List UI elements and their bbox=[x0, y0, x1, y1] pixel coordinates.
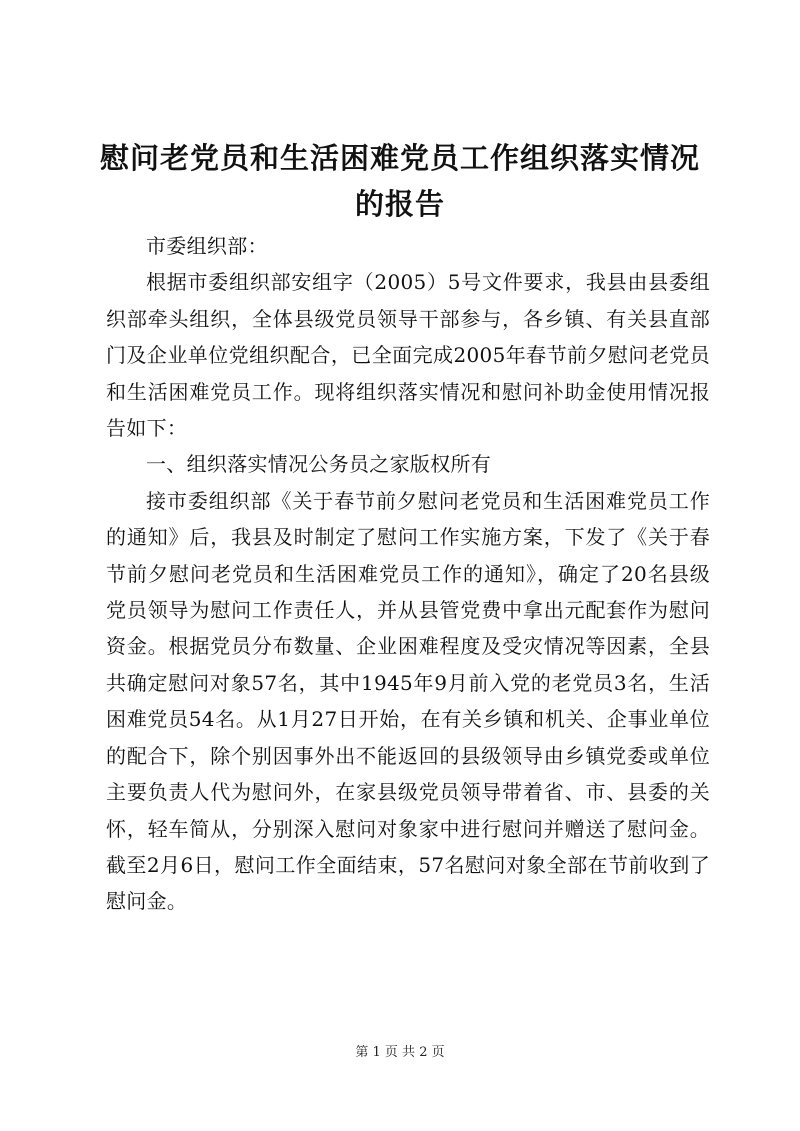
salutation: 市委组织部： bbox=[146, 234, 268, 258]
section-heading: 一、组织落实情况公务员之家版权所有 bbox=[146, 452, 492, 477]
document-body bbox=[106, 228, 710, 920]
page-footer: 第 1 页 共 2 页 bbox=[355, 1045, 445, 1060]
title-line-2: 的报告 bbox=[354, 187, 445, 221]
paragraph-details: 接市委组织部《关于春节前夕慰问老党员和生活困难党员工作的通知》后，我县及时制定了慰问工作实施方案，下发了《关于春节前夕慰问老党员和生活困难党员工作的通知》，确定了20名县级党员领导为慰问工作责任人，并从县管党费中拿出元配套作为慰问资金。根据党员分布数量、企业困难程度及受灾情况等因素，全县共确定慰问对象57名，其中1945年9月前入党的老党员3名，生活困难党员54名。从1月27日开始，在有关乡镇和机关、企事业单位的配合下，除个别因事外出不能返回的县级领导由乡镇党委或单位主要负责人代为慰问外，在家县级党员领导带着省、市、县委的关怀，轻车简从，分别深入慰问对象家中进行慰问并赠送了慰问金。截至2月6日，慰问工作全面结束，57名慰问对象全部在节前收到了慰问金。 bbox=[106, 488, 710, 914]
title-line-1: 慰问老党员和生活困难党员工作组织落实情况 bbox=[99, 141, 700, 175]
document-title bbox=[90, 135, 710, 227]
paragraph-intro: 根据市委组织部安组字（2005）5号文件要求，我县由县委组织部牵头组织，全体县级党员领导干部参与，各乡镇、有关县直部门及企业单位党组织配合，已全面完成2005年春节前夕慰问老党员和生活困难党员工作。现将组织落实情况和慰问补助金使用情况报告如下： bbox=[106, 270, 710, 441]
